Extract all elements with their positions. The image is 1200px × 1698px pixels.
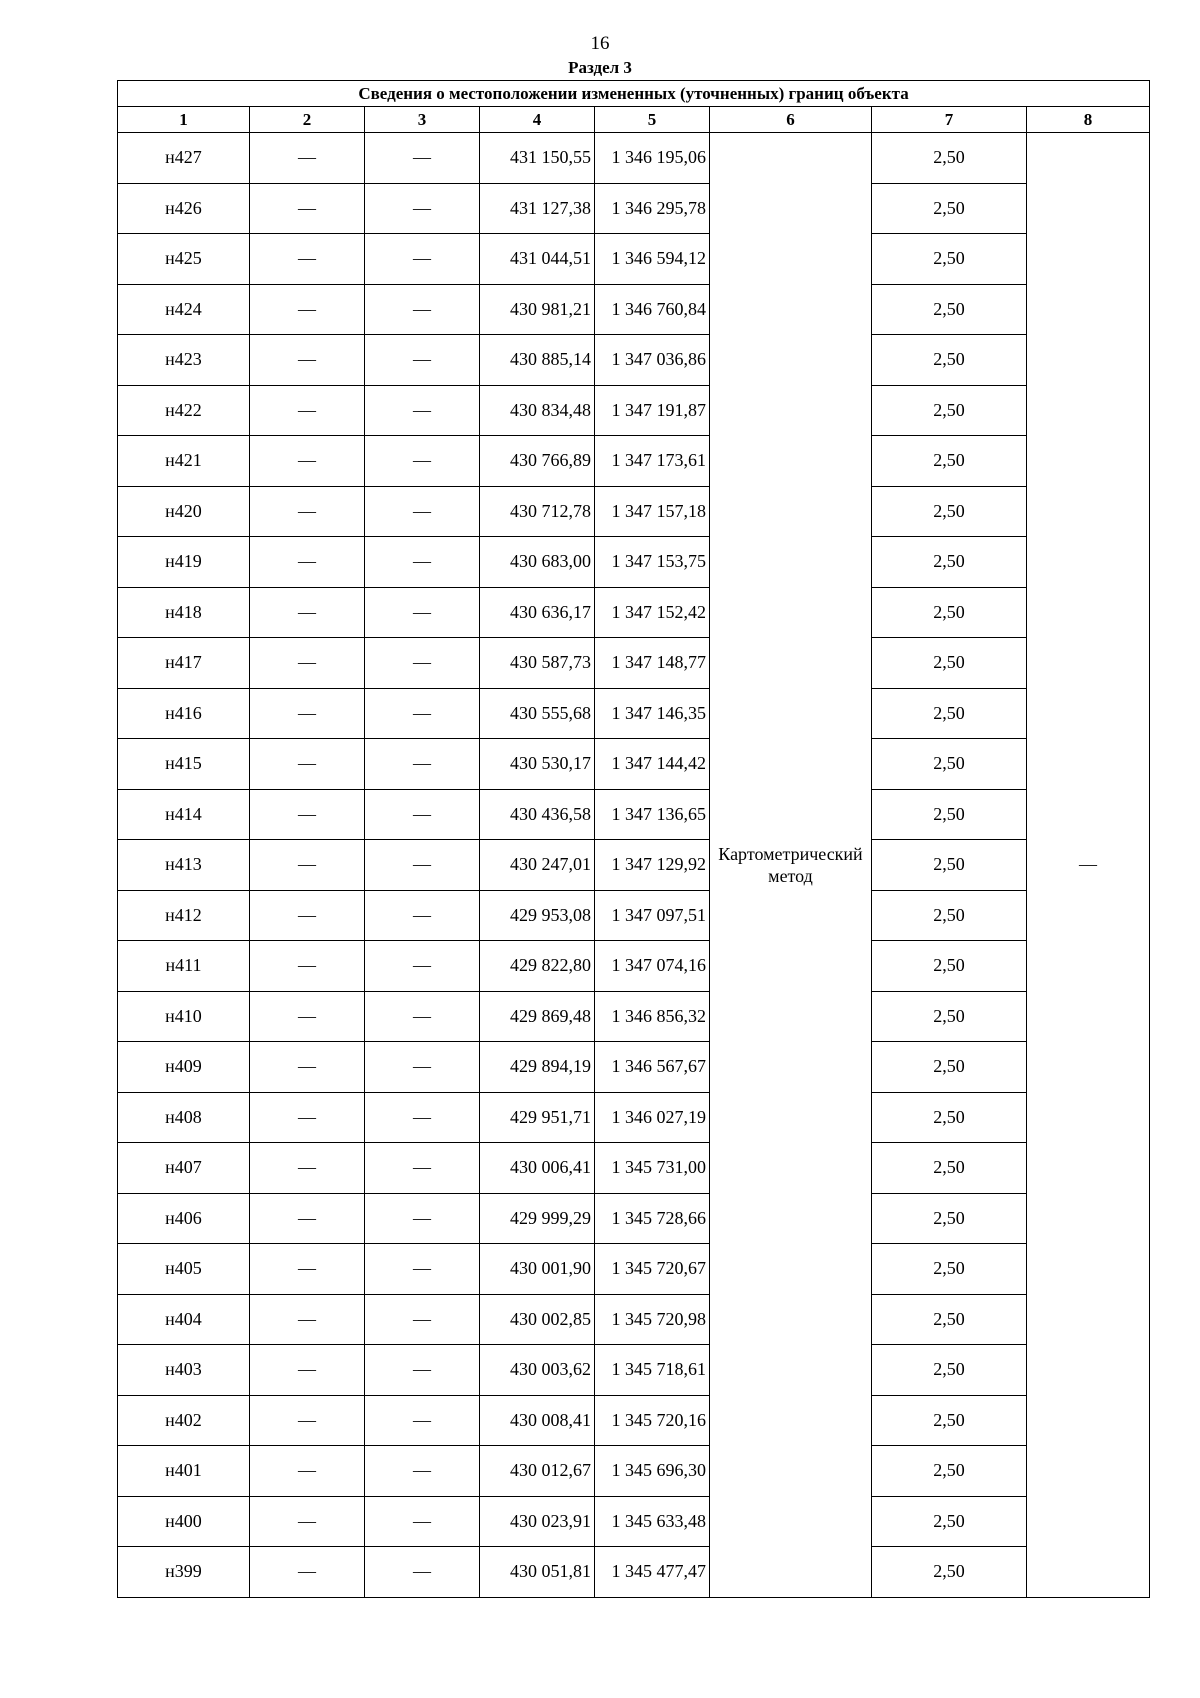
point-cell: н414 (118, 789, 250, 840)
y-coordinate-cell: 1 347 146,35 (595, 688, 710, 739)
x-coordinate-cell: 431 044,51 (480, 234, 595, 285)
accuracy-cell: 2,50 (872, 1193, 1027, 1244)
column-3-cell: — (365, 1143, 480, 1194)
column-2-cell: — (250, 1294, 365, 1345)
table-row (118, 688, 1150, 739)
accuracy-cell: 2,50 (872, 1143, 1027, 1194)
column-3-cell: — (365, 385, 480, 436)
column-2-cell: — (250, 385, 365, 436)
point-cell: н419 (118, 537, 250, 588)
table-row (118, 1294, 1150, 1345)
y-coordinate-cell: 1 345 731,00 (595, 1143, 710, 1194)
y-coordinate-cell: 1 345 696,30 (595, 1446, 710, 1497)
point-cell: н405 (118, 1244, 250, 1295)
accuracy-cell: 2,50 (872, 1244, 1027, 1295)
column-3-cell: — (365, 941, 480, 992)
section-title: Раздел 3 (568, 58, 632, 77)
column-2-cell: — (250, 1092, 365, 1143)
column-2-cell: — (250, 638, 365, 689)
y-coordinate-cell: 1 347 074,16 (595, 941, 710, 992)
column-3-cell: — (365, 1294, 480, 1345)
accuracy-cell: 2,50 (872, 890, 1027, 941)
column-2-cell: — (250, 1143, 365, 1194)
column-3-cell: — (365, 234, 480, 285)
column-3-cell: — (365, 890, 480, 941)
x-coordinate-cell: 429 822,80 (480, 941, 595, 992)
column-3-cell: — (365, 537, 480, 588)
column-2-cell: — (250, 1345, 365, 1396)
table-title-row (118, 81, 1150, 107)
y-coordinate-cell: 1 346 594,12 (595, 234, 710, 285)
accuracy-cell: 2,50 (872, 1496, 1027, 1547)
y-coordinate-cell: 1 345 720,16 (595, 1395, 710, 1446)
y-coordinate-cell: 1 345 477,47 (595, 1547, 710, 1598)
column-2-cell: — (250, 739, 365, 790)
x-coordinate-cell: 429 953,08 (480, 890, 595, 941)
table-row (118, 284, 1150, 335)
y-coordinate-cell: 1 345 718,61 (595, 1345, 710, 1396)
y-coordinate-cell: 1 346 195,06 (595, 133, 710, 184)
column-2-cell: — (250, 587, 365, 638)
column-header-8: 8 (1027, 107, 1150, 133)
accuracy-cell: 2,50 (872, 183, 1027, 234)
column-2-cell: — (250, 1547, 365, 1598)
x-coordinate-cell: 430 002,85 (480, 1294, 595, 1345)
table-row (118, 1345, 1150, 1396)
table-title: Сведения о местоположении измененных (уточненных) границ объекта (118, 81, 1150, 107)
accuracy-cell: 2,50 (872, 1042, 1027, 1093)
accuracy-cell: 2,50 (872, 587, 1027, 638)
column-2-cell: — (250, 890, 365, 941)
column-2-cell: — (250, 183, 365, 234)
point-cell: н410 (118, 991, 250, 1042)
x-coordinate-cell: 430 712,78 (480, 486, 595, 537)
column-2-cell: — (250, 234, 365, 285)
column-2-cell: — (250, 133, 365, 184)
point-cell: н412 (118, 890, 250, 941)
column-2-cell: — (250, 991, 365, 1042)
column-header-1: 1 (118, 107, 250, 133)
table-row (118, 1143, 1150, 1194)
x-coordinate-cell: 430 636,17 (480, 587, 595, 638)
column-2-cell: — (250, 1395, 365, 1446)
y-coordinate-cell: 1 345 728,66 (595, 1193, 710, 1244)
table-row (118, 638, 1150, 689)
column-3-cell: — (365, 284, 480, 335)
table-row (118, 1244, 1150, 1295)
point-cell: н399 (118, 1547, 250, 1598)
table-row (118, 537, 1150, 588)
x-coordinate-cell: 430 885,14 (480, 335, 595, 386)
x-coordinate-cell: 430 834,48 (480, 385, 595, 436)
table-row (118, 1193, 1150, 1244)
column-3-cell: — (365, 1193, 480, 1244)
column-2-cell: — (250, 941, 365, 992)
y-coordinate-cell: 1 347 157,18 (595, 486, 710, 537)
x-coordinate-cell: 430 023,91 (480, 1496, 595, 1547)
point-cell: н416 (118, 688, 250, 739)
column-2-cell: — (250, 840, 365, 891)
accuracy-cell: 2,50 (872, 1446, 1027, 1497)
table-row (118, 1092, 1150, 1143)
column-2-cell: — (250, 436, 365, 487)
x-coordinate-cell: 430 003,62 (480, 1345, 595, 1396)
x-coordinate-cell: 429 869,48 (480, 991, 595, 1042)
accuracy-cell: 2,50 (872, 234, 1027, 285)
column-3-cell: — (365, 1496, 480, 1547)
y-coordinate-cell: 1 346 856,32 (595, 991, 710, 1042)
accuracy-cell: 2,50 (872, 840, 1027, 891)
x-coordinate-cell: 430 001,90 (480, 1244, 595, 1295)
column-3-cell: — (365, 1244, 480, 1295)
y-coordinate-cell: 1 345 633,48 (595, 1496, 710, 1547)
table-row (118, 1042, 1150, 1093)
point-cell: н417 (118, 638, 250, 689)
column-3-cell: — (365, 1395, 480, 1446)
x-coordinate-cell: 430 247,01 (480, 840, 595, 891)
accuracy-cell: 2,50 (872, 991, 1027, 1042)
point-cell: н418 (118, 587, 250, 638)
x-coordinate-cell: 430 006,41 (480, 1143, 595, 1194)
accuracy-cell: 2,50 (872, 1395, 1027, 1446)
y-coordinate-cell: 1 347 144,42 (595, 739, 710, 790)
accuracy-cell: 2,50 (872, 284, 1027, 335)
accuracy-cell: 2,50 (872, 436, 1027, 487)
column-header-4: 4 (480, 107, 595, 133)
page-number: 16 (590, 33, 610, 54)
point-cell: н415 (118, 739, 250, 790)
point-cell: н426 (118, 183, 250, 234)
table-row (118, 234, 1150, 285)
column-2-cell: — (250, 335, 365, 386)
table-row (118, 789, 1150, 840)
point-cell: н403 (118, 1345, 250, 1396)
table-row (118, 486, 1150, 537)
y-coordinate-cell: 1 346 027,19 (595, 1092, 710, 1143)
point-cell: н422 (118, 385, 250, 436)
column-2-cell: — (250, 1244, 365, 1295)
point-cell: н402 (118, 1395, 250, 1446)
x-coordinate-cell: 429 999,29 (480, 1193, 595, 1244)
column-8-cell: — (1027, 133, 1150, 1598)
column-2-cell: — (250, 486, 365, 537)
point-cell: н406 (118, 1193, 250, 1244)
column-number-row (118, 107, 1150, 133)
column-3-cell: — (365, 587, 480, 638)
table-row (118, 436, 1150, 487)
y-coordinate-cell: 1 347 129,92 (595, 840, 710, 891)
x-coordinate-cell: 430 008,41 (480, 1395, 595, 1446)
accuracy-cell: 2,50 (872, 789, 1027, 840)
x-coordinate-cell: 429 894,19 (480, 1042, 595, 1093)
column-3-cell: — (365, 1092, 480, 1143)
table-row (118, 133, 1150, 184)
column-2-cell: — (250, 537, 365, 588)
y-coordinate-cell: 1 347 153,75 (595, 537, 710, 588)
x-coordinate-cell: 430 530,17 (480, 739, 595, 790)
column-3-cell: — (365, 1547, 480, 1598)
point-cell: н409 (118, 1042, 250, 1093)
table-row (118, 385, 1150, 436)
table-row (118, 991, 1150, 1042)
column-3-cell: — (365, 840, 480, 891)
accuracy-cell: 2,50 (872, 1092, 1027, 1143)
column-3-cell: — (365, 688, 480, 739)
point-cell: н404 (118, 1294, 250, 1345)
table-row (118, 183, 1150, 234)
accuracy-cell: 2,50 (872, 537, 1027, 588)
point-cell: н400 (118, 1496, 250, 1547)
table-row (118, 890, 1150, 941)
point-cell: н413 (118, 840, 250, 891)
accuracy-cell: 2,50 (872, 688, 1027, 739)
x-coordinate-cell: 431 150,55 (480, 133, 595, 184)
point-cell: н421 (118, 436, 250, 487)
x-coordinate-cell: 430 012,67 (480, 1446, 595, 1497)
column-3-cell: — (365, 1042, 480, 1093)
point-cell: н408 (118, 1092, 250, 1143)
x-coordinate-cell: 430 436,58 (480, 789, 595, 840)
accuracy-cell: 2,50 (872, 486, 1027, 537)
point-cell: н425 (118, 234, 250, 285)
column-3-cell: — (365, 1446, 480, 1497)
point-cell: н423 (118, 335, 250, 386)
column-3-cell: — (365, 789, 480, 840)
table-row (118, 941, 1150, 992)
y-coordinate-cell: 1 347 173,61 (595, 436, 710, 487)
point-cell: н411 (118, 941, 250, 992)
table-row (118, 335, 1150, 386)
y-coordinate-cell: 1 346 295,78 (595, 183, 710, 234)
column-3-cell: — (365, 436, 480, 487)
accuracy-cell: 2,50 (872, 1547, 1027, 1598)
accuracy-cell: 2,50 (872, 385, 1027, 436)
y-coordinate-cell: 1 347 191,87 (595, 385, 710, 436)
column-3-cell: — (365, 133, 480, 184)
table-row (118, 1446, 1150, 1497)
accuracy-cell: 2,50 (872, 638, 1027, 689)
x-coordinate-cell: 430 051,81 (480, 1547, 595, 1598)
column-2-cell: — (250, 1042, 365, 1093)
column-3-cell: — (365, 638, 480, 689)
table-row (118, 1395, 1150, 1446)
x-coordinate-cell: 430 766,89 (480, 436, 595, 487)
table-body (118, 133, 1150, 1598)
column-3-cell: — (365, 183, 480, 234)
x-coordinate-cell: 430 555,68 (480, 688, 595, 739)
y-coordinate-cell: 1 347 036,86 (595, 335, 710, 386)
column-2-cell: — (250, 789, 365, 840)
accuracy-cell: 2,50 (872, 739, 1027, 790)
x-coordinate-cell: 430 981,21 (480, 284, 595, 335)
column-3-cell: — (365, 486, 480, 537)
x-coordinate-cell: 430 587,73 (480, 638, 595, 689)
point-cell: н427 (118, 133, 250, 184)
column-header-6: 6 (710, 107, 872, 133)
accuracy-cell: 2,50 (872, 941, 1027, 992)
coordinates-table (117, 80, 1150, 1598)
table-row (118, 1547, 1150, 1598)
accuracy-cell: 2,50 (872, 133, 1027, 184)
column-header-5: 5 (595, 107, 710, 133)
x-coordinate-cell: 431 127,38 (480, 183, 595, 234)
accuracy-cell: 2,50 (872, 335, 1027, 386)
column-header-7: 7 (872, 107, 1027, 133)
table-row (118, 587, 1150, 638)
y-coordinate-cell: 1 345 720,98 (595, 1294, 710, 1345)
point-cell: н420 (118, 486, 250, 537)
column-2-cell: — (250, 1496, 365, 1547)
table-row (118, 739, 1150, 790)
column-header-2: 2 (250, 107, 365, 133)
y-coordinate-cell: 1 346 760,84 (595, 284, 710, 335)
y-coordinate-cell: 1 347 152,42 (595, 587, 710, 638)
x-coordinate-cell: 429 951,71 (480, 1092, 595, 1143)
table-row (118, 840, 1150, 891)
y-coordinate-cell: 1 347 136,65 (595, 789, 710, 840)
method-cell: Картометрический метод (710, 133, 872, 1598)
y-coordinate-cell: 1 347 148,77 (595, 638, 710, 689)
column-3-cell: — (365, 991, 480, 1042)
column-2-cell: — (250, 1193, 365, 1244)
y-coordinate-cell: 1 347 097,51 (595, 890, 710, 941)
y-coordinate-cell: 1 345 720,67 (595, 1244, 710, 1295)
column-2-cell: — (250, 1446, 365, 1497)
column-3-cell: — (365, 739, 480, 790)
column-3-cell: — (365, 335, 480, 386)
column-header-3: 3 (365, 107, 480, 133)
point-cell: н424 (118, 284, 250, 335)
y-coordinate-cell: 1 346 567,67 (595, 1042, 710, 1093)
accuracy-cell: 2,50 (872, 1294, 1027, 1345)
point-cell: н401 (118, 1446, 250, 1497)
column-2-cell: — (250, 688, 365, 739)
column-2-cell: — (250, 284, 365, 335)
table-row (118, 1496, 1150, 1547)
point-cell: н407 (118, 1143, 250, 1194)
accuracy-cell: 2,50 (872, 1345, 1027, 1396)
x-coordinate-cell: 430 683,00 (480, 537, 595, 588)
column-3-cell: — (365, 1345, 480, 1396)
